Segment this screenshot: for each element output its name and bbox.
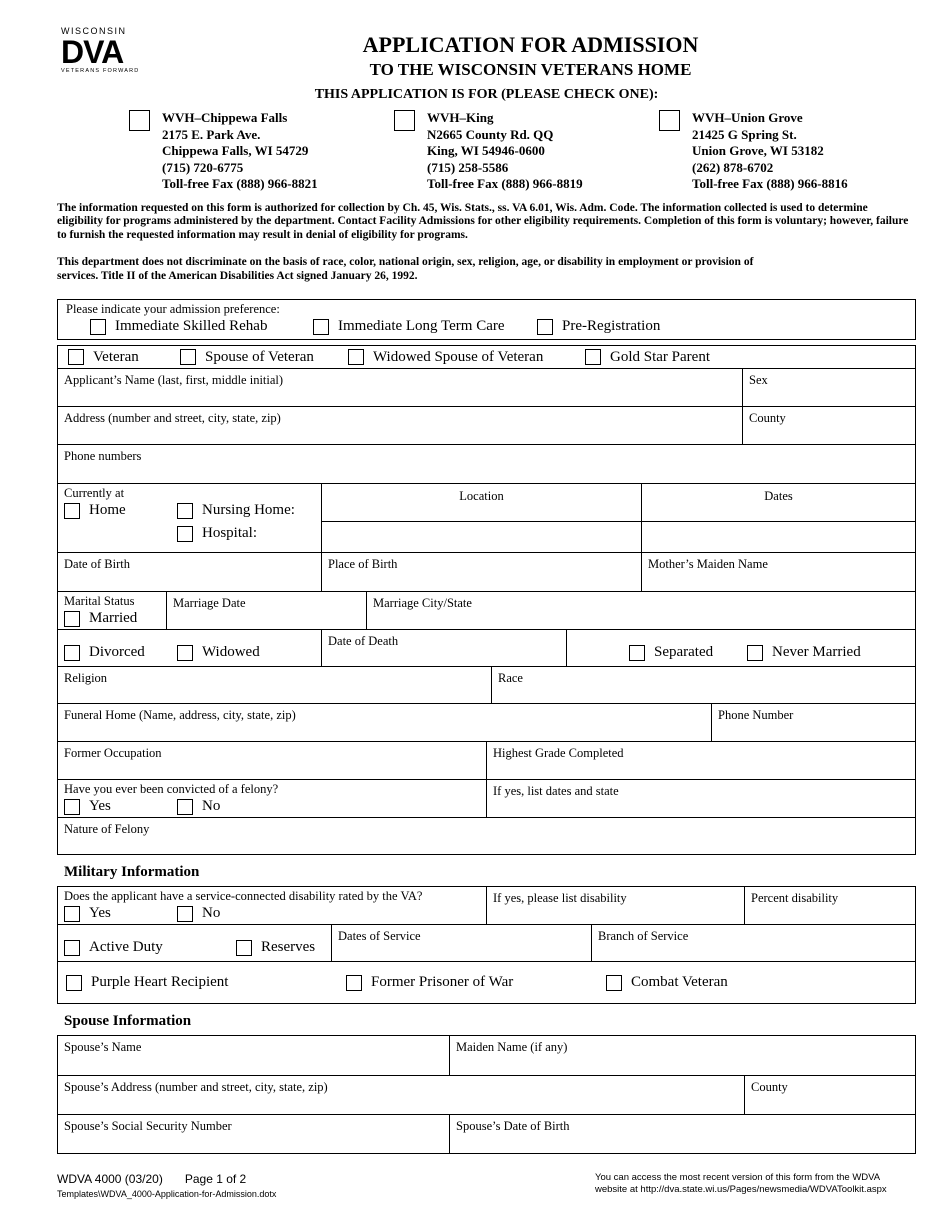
field-label: Dates: [764, 489, 793, 503]
checkbox-wvh-chippewa-falls[interactable]: [129, 110, 150, 131]
checkbox-combat-veteran[interactable]: [606, 974, 728, 991]
facility-option-chippewa-falls: [129, 110, 394, 193]
field-label: Funeral Home (Name, address, city, state, zip): [64, 708, 296, 722]
checkbox-separated[interactable]: [629, 644, 747, 661]
checkbox-pre-registration[interactable]: [537, 318, 660, 335]
field-label: County: [751, 1080, 788, 1094]
checkbox-box[interactable]: [348, 349, 364, 365]
field-label: Location: [459, 489, 504, 503]
collection-authorization-notice: The information requested on this form is authorized for collection by Ch. 45, Wis. Stats., ss. VA 6.01, Wis. Adm. Code. The information collected is used to determine eligibility for programs administered by the department. Contact Facility Admissions for other eligibility requirements. Completion of this form is voluntary; however, failure to furnish the requested information may result in denial of eligibility for programs.: [57, 201, 909, 241]
field-dates-of-service[interactable]: [331, 925, 591, 961]
checkbox-box[interactable]: [177, 526, 193, 542]
location-column: [321, 484, 641, 552]
checkbox-label: Active Duty: [89, 939, 163, 955]
checkbox-box[interactable]: [64, 799, 80, 815]
checkbox-never-married[interactable]: [747, 644, 861, 661]
field-percent-disability[interactable]: [744, 887, 915, 924]
field-spouse-name[interactable]: [58, 1036, 449, 1075]
checkbox-box[interactable]: [90, 319, 106, 335]
table-row: [58, 817, 915, 854]
facility-details: [692, 110, 848, 193]
checkbox-label: Spouse of Veteran: [205, 348, 314, 365]
field-former-occupation[interactable]: [58, 742, 486, 779]
divorced-widowed-cell: [58, 630, 321, 666]
checkbox-box[interactable]: [537, 319, 553, 335]
field-label: If yes, list dates and state: [493, 784, 619, 798]
field-label: Spouse’s Name: [64, 1040, 142, 1054]
facility-name: WVH–Union Grove: [692, 110, 803, 125]
field-label: Date of Death: [328, 634, 399, 648]
checkbox-label: Gold Star Parent: [610, 348, 710, 365]
logo-tagline-text: VETERANS FORWARD: [61, 68, 140, 74]
checkbox-married[interactable]: [64, 610, 160, 627]
field-spouse-date-of-birth[interactable]: [449, 1115, 915, 1153]
page-footer: [57, 1172, 887, 1199]
field-marriage-date[interactable]: [166, 592, 366, 629]
checkbox-label: Divorced: [89, 644, 145, 660]
title-block: [145, 26, 916, 80]
field-label: Spouse’s Address (number and street, city, state, zip): [64, 1080, 328, 1094]
field-spouse-county[interactable]: [744, 1076, 915, 1114]
facility-choice-heading: THIS APPLICATION IS FOR (PLEASE CHECK ONE):: [314, 87, 659, 102]
checkbox-wvh-union-grove[interactable]: [659, 110, 680, 131]
field-label: Date of Birth: [64, 557, 130, 571]
field-place-of-birth[interactable]: [321, 553, 641, 591]
template-path: Templates\WDVA_4000-Application-for-Admission.dotx: [57, 1189, 277, 1199]
field-mothers-maiden-name[interactable]: [641, 553, 915, 591]
checkbox-box[interactable]: [177, 906, 193, 922]
footer-note-line1: You can access the most recent version of this form from the WDVA: [595, 1172, 881, 1183]
field-phone-numbers[interactable]: [58, 445, 915, 483]
military-info-table: [57, 886, 916, 1004]
checkbox-box[interactable]: [64, 611, 80, 627]
facility-option-union-grove: [659, 110, 848, 193]
currently-at-options: [64, 502, 315, 519]
facility-options: [129, 110, 916, 193]
facility-address-line1: N2665 County Rd. QQ: [427, 126, 554, 142]
field-label: Percent disability: [751, 891, 839, 905]
currently-at-row: [58, 483, 915, 552]
field-label: Sex: [749, 373, 768, 387]
field-race[interactable]: [491, 667, 915, 703]
facility-phone: (715) 258-5586: [427, 159, 509, 175]
facility-phone: (262) 878-6702: [692, 159, 774, 175]
spouse-information-heading: Spouse Information: [64, 1013, 192, 1029]
footer-left: [57, 1172, 276, 1199]
field-nature-of-felony[interactable]: [58, 818, 915, 854]
checkbox-label: Home: [89, 502, 126, 518]
table-row: [58, 924, 915, 961]
checkbox-nursing-home[interactable]: [177, 502, 295, 519]
wdva-logo: [57, 26, 145, 80]
checkbox-reserves[interactable]: [236, 939, 315, 956]
field-date-of-death[interactable]: [321, 630, 566, 666]
military-information-heading: Military Information: [64, 864, 200, 880]
field-religion[interactable]: [58, 667, 491, 703]
checkbox-box[interactable]: [585, 349, 601, 365]
field-sex[interactable]: [742, 369, 915, 406]
military-honors-row: [58, 961, 915, 1003]
table-row: [58, 1036, 915, 1075]
table-row: [58, 741, 915, 779]
facility-fax: Toll-free Fax (888) 966-8819: [427, 176, 583, 191]
military-honors-cell: [58, 962, 915, 1003]
field-label: Dates of Service: [338, 929, 421, 943]
table-row: [58, 1075, 915, 1114]
marital-status-row-2: [58, 629, 915, 666]
checkbox-immediate-skilled-rehab[interactable]: [90, 318, 313, 335]
table-row: [58, 1114, 915, 1153]
checkbox-label: No: [202, 798, 221, 814]
facility-address-line2: Union Grove, WI 53182: [692, 143, 824, 158]
checkbox-box[interactable]: [177, 799, 193, 815]
facility-address-line2: King, WI 54946-0600: [427, 143, 545, 158]
checkbox-widowed-spouse-of-veteran[interactable]: [348, 349, 585, 366]
field-marital-status: [58, 592, 166, 629]
field-label: Does the applicant have a service-connected disability rated by the VA?: [64, 889, 423, 903]
checkbox-box[interactable]: [68, 349, 84, 365]
field-county[interactable]: [742, 407, 915, 444]
field-label: Currently at: [64, 486, 125, 500]
checkbox-label: Separated: [654, 644, 714, 660]
field-label: Address (number and street, city, state, zip): [64, 411, 281, 425]
checkbox-felony-yes[interactable]: [64, 798, 177, 815]
checkbox-box[interactable]: [180, 349, 196, 365]
admission-preference-options: [66, 318, 907, 335]
field-address[interactable]: [58, 407, 742, 444]
marital-status-row: [58, 591, 915, 629]
admission-preference-label: Please indicate your admission preference:: [66, 302, 280, 316]
checkbox-label: Purple Heart Recipient: [91, 974, 229, 990]
checkbox-former-prisoner-of-war[interactable]: [346, 974, 606, 991]
applicant-info-table: [57, 345, 916, 855]
checkbox-box[interactable]: [177, 645, 193, 661]
field-funeral-home[interactable]: [58, 704, 711, 741]
form-number: WDVA 4000 (03/20): [57, 1172, 163, 1186]
checkbox-label: Immediate Skilled Rehab: [115, 318, 268, 334]
spouse-info-table: [57, 1035, 916, 1154]
footer-note: [595, 1172, 887, 1199]
field-label: Place of Birth: [328, 557, 398, 571]
page-header: [57, 26, 916, 80]
checkbox-label: Combat Veteran: [631, 974, 728, 990]
facility-fax: Toll-free Fax (888) 966-8821: [162, 176, 318, 191]
field-branch-of-service[interactable]: [591, 925, 915, 961]
facility-name: WVH–Chippewa Falls: [162, 110, 288, 125]
checkbox-disability-yes[interactable]: [64, 905, 177, 922]
checkbox-box[interactable]: [629, 645, 645, 661]
checkbox-label: Widowed Spouse of Veteran: [373, 348, 544, 365]
facility-address-line2: Chippewa Falls, WI 54729: [162, 143, 309, 158]
logo-state-text: WISCONSIN: [61, 26, 127, 36]
checkbox-box[interactable]: [177, 503, 193, 519]
field-label: Religion: [64, 671, 108, 685]
field-label: County: [749, 411, 786, 425]
field-label: Marriage City/State: [373, 596, 472, 610]
field-spouse-ssn[interactable]: [58, 1115, 449, 1153]
field-currently-at[interactable]: [58, 484, 321, 552]
field-label: Mother’s Maiden Name: [648, 557, 768, 571]
field-service-connected-disability: [58, 887, 486, 924]
field-label: Highest Grade Completed: [493, 746, 624, 760]
separated-never-married-cell: [566, 630, 915, 666]
page-content: [57, 26, 916, 1154]
form-subtitle: TO THE WISCONSIN VETERANS HOME: [369, 60, 692, 79]
checkbox-label: Married: [89, 610, 138, 626]
field-highest-grade-completed[interactable]: [486, 742, 915, 779]
checkbox-purple-heart-recipient[interactable]: [66, 974, 346, 991]
field-label: Phone numbers: [64, 449, 142, 463]
checkbox-wvh-king[interactable]: [394, 110, 415, 131]
field-dates-hospital[interactable]: [642, 522, 915, 552]
applicant-status-row: [58, 346, 915, 368]
table-row: [58, 444, 915, 483]
service-type-cell: [58, 925, 331, 961]
checkbox-label: Immediate Long Term Care: [338, 318, 505, 334]
felony-row: [58, 779, 915, 817]
field-maiden-name[interactable]: [449, 1036, 915, 1075]
field-funeral-phone-number[interactable]: [711, 704, 915, 741]
checkbox-label: Reserves: [261, 939, 316, 955]
nondiscrimination-notice: This department does not discriminate on the basis of race, color, national origin, sex, religion, age, or disability in employment or provision of services. Title II of the American Disabilities Act signed January 26, 1992.: [57, 256, 754, 282]
field-label: Branch of Service: [598, 929, 689, 943]
checkbox-home[interactable]: [64, 502, 177, 519]
checkbox-label: Yes: [89, 798, 111, 814]
checkbox-label: Never Married: [772, 644, 861, 660]
checkbox-felony-no[interactable]: [177, 798, 220, 815]
field-label: Marital Status: [64, 594, 135, 608]
field-applicant-name[interactable]: [58, 369, 742, 406]
logo-acronym-text: DVA: [61, 34, 124, 70]
page-indicator: Page 1 of 2: [184, 1172, 247, 1186]
field-label: Applicant’s Name (last, first, middle initial): [64, 373, 284, 387]
dates-column: [641, 484, 915, 552]
facility-option-king: [394, 110, 659, 193]
field-label: Former Occupation: [64, 746, 162, 760]
checkbox-hospital[interactable]: [177, 525, 257, 542]
checkbox-veteran[interactable]: [68, 349, 180, 366]
checkbox-box[interactable]: [346, 975, 362, 991]
checkbox-box[interactable]: [606, 975, 622, 991]
field-felony-dates-state[interactable]: [486, 780, 915, 817]
field-label: Have you ever been convicted of a felony?: [64, 782, 279, 796]
checkbox-box[interactable]: [747, 645, 763, 661]
checkbox-disability-no[interactable]: [177, 905, 220, 922]
checkbox-label: Hospital:: [202, 525, 257, 541]
table-row: [58, 406, 915, 444]
applicant-status-cell: [58, 346, 915, 368]
facility-fax: Toll-free Fax (888) 966-8816: [692, 176, 848, 191]
checkbox-gold-star-parent[interactable]: [585, 349, 710, 366]
field-spouse-address[interactable]: [58, 1076, 744, 1114]
felony-options: [64, 798, 480, 815]
field-label: Nature of Felony: [64, 822, 150, 836]
checkbox-box[interactable]: [64, 503, 80, 519]
facility-details: [427, 110, 583, 193]
admission-preference-box: [57, 299, 916, 340]
hospital-option: [177, 525, 315, 542]
table-row: [58, 666, 915, 703]
field-label: Maiden Name (if any): [456, 1040, 568, 1054]
checkbox-box[interactable]: [64, 906, 80, 922]
footer-form-line: [57, 1172, 276, 1186]
table-row: [58, 887, 915, 924]
facility-phone: (715) 720-6775: [162, 159, 244, 175]
field-felony-question: [58, 780, 486, 817]
table-row: [58, 368, 915, 406]
checkbox-box[interactable]: [64, 645, 80, 661]
checkbox-label: No: [202, 905, 221, 921]
field-list-disability[interactable]: [486, 887, 744, 924]
field-label: Race: [498, 671, 523, 685]
form-title: APPLICATION FOR ADMISSION: [362, 32, 699, 57]
checkbox-active-duty[interactable]: [64, 939, 236, 956]
checkbox-box[interactable]: [66, 975, 82, 991]
checkbox-box[interactable]: [64, 940, 80, 956]
field-marriage-city-state[interactable]: [366, 592, 915, 629]
disability-options: [64, 905, 480, 922]
field-label: Marriage Date: [173, 596, 246, 610]
field-location[interactable]: [322, 484, 641, 522]
checkbox-divorced[interactable]: [64, 644, 177, 661]
field-dates[interactable]: [642, 484, 915, 522]
table-row: [58, 703, 915, 741]
checkbox-label: Nursing Home:: [202, 502, 295, 518]
field-label: Spouse’s Date of Birth: [456, 1119, 570, 1133]
checkbox-label: Former Prisoner of War: [371, 974, 514, 990]
field-label: If yes, please list disability: [493, 891, 627, 905]
checkbox-immediate-long-term-care[interactable]: [313, 318, 537, 335]
checkbox-box[interactable]: [236, 940, 252, 956]
facility-address-line1: 21425 G Spring St.: [692, 126, 797, 142]
field-location-hospital[interactable]: [322, 522, 641, 552]
checkbox-widowed[interactable]: [177, 644, 260, 661]
table-row: [58, 552, 915, 591]
checkbox-label: Yes: [89, 905, 111, 921]
field-label: Phone Number: [718, 708, 794, 722]
facility-details: [162, 110, 318, 193]
field-label: Spouse’s Social Security Number: [64, 1119, 232, 1133]
footer-note-line2: website at http://dva.state.wi.us/Pages/newsmedia/WDVAToolkit.aspx: [595, 1184, 887, 1195]
checkbox-label: Widowed: [202, 644, 260, 660]
facility-name: WVH–King: [427, 110, 494, 125]
facility-address-line1: 2175 E. Park Ave.: [162, 126, 261, 142]
field-date-of-birth[interactable]: [58, 553, 321, 591]
checkbox-label: Veteran: [93, 348, 139, 365]
checkbox-spouse-of-veteran[interactable]: [180, 349, 348, 366]
checkbox-label: Pre-Registration: [562, 318, 661, 334]
checkbox-box[interactable]: [313, 319, 329, 335]
